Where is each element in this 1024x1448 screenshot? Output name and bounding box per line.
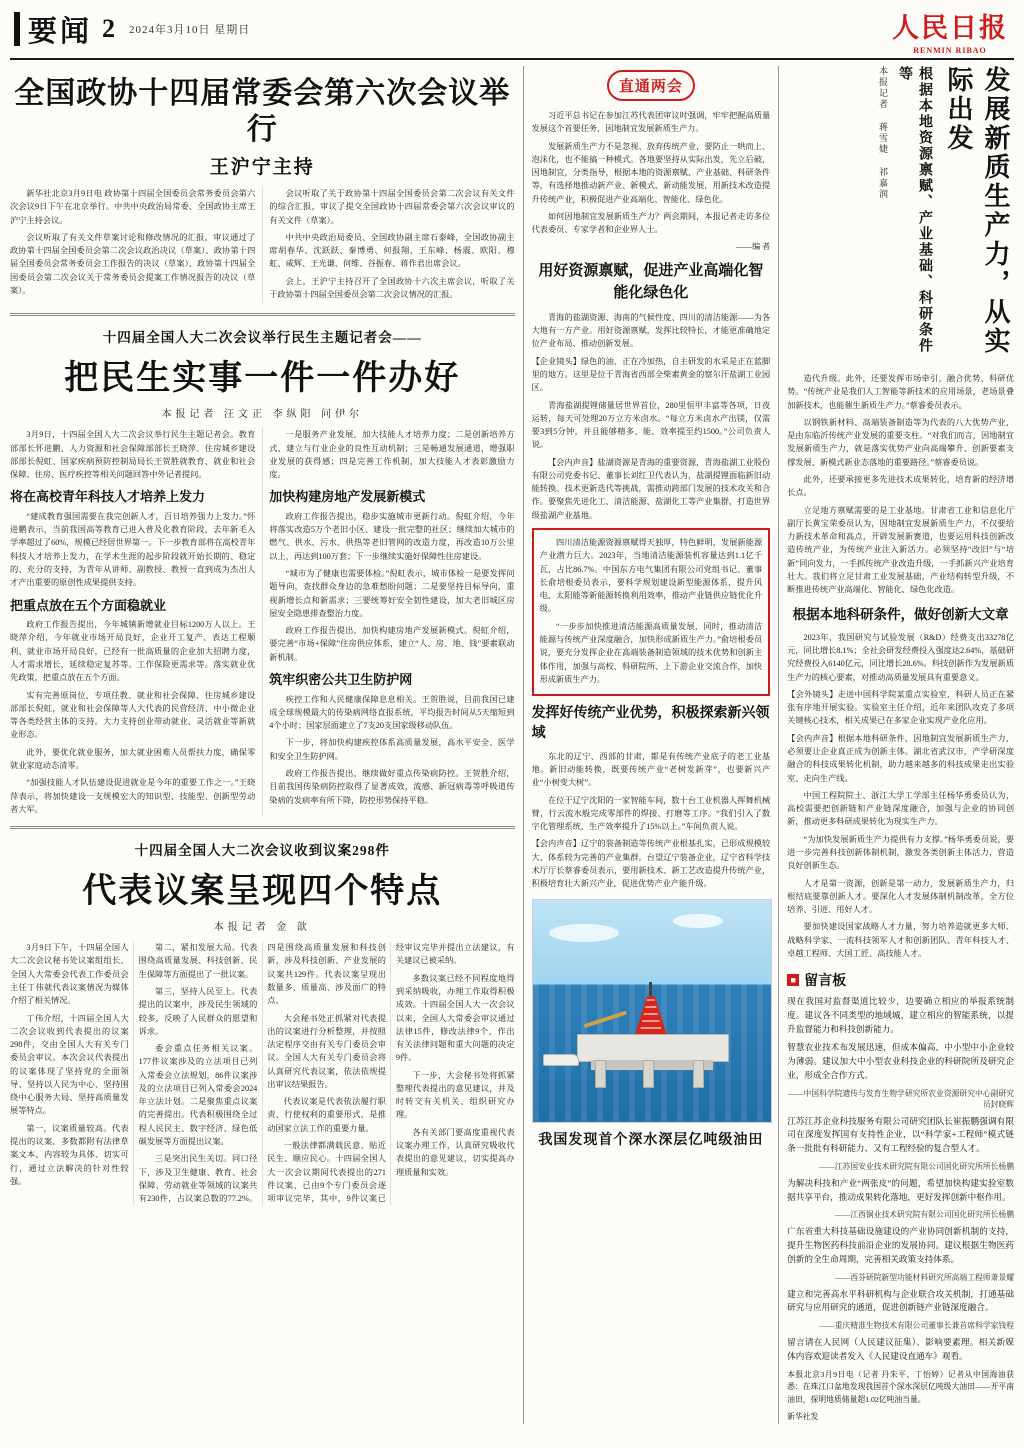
paragraph: 此外，还要承接更多先进技术成果转化，培育新的经济增长点。 [787,474,1015,498]
paragraph-outside-scene: 【会外镜头】走进中国科学院某重点实验室，科研人员正在紧张有序地开展实验。实验室主任介绍，近年来团队攻克了多项关键核心技术，相关成果已在多家企业实现产业化应用。 [787,689,1015,726]
paragraph: 青海盐湖提锂储量居世界首位，280里恒甲丰富等各项，日夜运转，每天可处理20万立方米卤水。“每立方米卤水产出镁，仅需要3到5分钟，并且能够精多、能、效率提至约1500。”公司负责人说。 [531,400,771,450]
message-board-title: 留言板 [804,974,847,990]
paragraph: 东北的辽宁、西部的甘肃，都是有传统产业底子的老工业基地。新旧动能转换，既要传统产业“老树发新芽”，也要新兴产业“小树变大树”。 [531,751,771,788]
subheading: 将在高校青年科技人才培养上发力 [10,489,206,505]
divider [10,313,515,316]
message-item: 江苏江苏企业科技服务有限公司研究团队长崔振鹏强调有限司在深度发挥国有支持性企业，以“科学家+工程师”模式链条一批批有科研能力、又有工程经验的复合型人才。 [787,1115,1015,1154]
zone-left [10,66,524,1424]
paragraph: 疾控工作和人民健康保障息息相关。王贺胜说，目前我国已建成全球规模最大的传染病网络直报系统，平均报告时间从5天缩短到4个小时；国家层面建立了7支20支国家级移动队伍。 [269,694,515,731]
paragraph: 三是突出民生关切。同口径下，涉及卫生健康、教育、社会保障、劳动就业等领域的议案共有230件，占议案总数的77.2%。四是围绕高质量发展和科技创新，涉及科技创新、产业发展的议案共129件。代表议案呈现出数量多、质量高、涉及面广的特点。 [138,943,386,1204]
paragraph: 多数议案已经不同程度地得到采纳吸收，办理工作取得积极成效。十四届全国人大一次会议以来，全国人大常委会审议通过法律15件，修改法律9个，作出有关法律问题和重大问题的决定9件。 [395,973,515,1063]
article3-title: 代表议案呈现四个特点 [82,873,443,911]
paragraph: “为加快发展新质生产力提供有力支撑。”杨华勇委员说，要进一步完善科技创新体制机制，激发各类创新主体活力，营造良好创新生态。 [787,834,1015,871]
paragraph: 会议听取了关于政协第十四届全国委员会第二次会议有关文件的综合汇报，审议了提交全国政协十四届常委会第六次会议审议的有关文件（草案）。 [269,189,515,225]
platform-deck [577,1034,729,1062]
article2-body [10,428,515,816]
photo-credit: 本报北京3月9日电（记者 丹朱平、丁怡婷）记者从中国海油获悉：在珠江口盆地发现我国首个深水深层亿吨级大油田——开平南油田，探明地质储量超1.02亿吨油当量。 [787,1369,1015,1404]
page-number: 2 [102,14,116,43]
message-item: 为解决科技和产业“两张皮”的问题，希望加快构建实验室数据共享平台，推动成果转化落地，更好发挥创新中枢作用。 [787,1177,1015,1202]
message-board-lead: 现在我国对监督渠道比较少，边要确立相应的举报系统制度。建议各不同类型的地域城，建立相应的智能系统，以提升监督能力和科技创新能力。 [787,996,1015,1034]
paragraph: 造代升级。此外，还要发挥市场牵引、融合优势、科研优势。“传统产业是我们人工智能等新技术的应用场景，老场景叠加新技术，也能催生新质生产力。”蔡睿委员表示。 [787,374,1015,410]
paragraph: 第三，坚持人民至上。代表提出的议案中，涉及民生领域的较多，反映了人民群众的愿望和诉求。 [138,986,258,1036]
subheading: 把重点放在五个方面稳就业 [10,597,167,613]
photo-caption: 我国发现首个深水深层亿吨级油田 [538,1132,764,1148]
section2-title: 发挥好传统产业优势，积极探索新兴领域 [531,706,770,742]
paragraph: 会议听取了有关文件草案讨论和修改情况的汇报，审议通过了政协第十四届全国委员会第二次会议政治决议（草案）、政协第十四届全国委员会常务委员会工作报告的决议（草案）、政协第十四届全国委员会第二次会议关于常务委员会提案工作情况报告的决议（草案）。 [10,232,256,295]
paragraph: “加强技能人才队伍建设促进就业是今年的重要工作之一。”王晓萍表示，将加快建设一支规模宏大的知识型、技能型、创新型劳动者大军。 [10,778,256,814]
paragraph: “建成教育强国需要在我完创新人才，百日培养强力上发力。”怀进鹏表示，当前我国高等教育已进入普及化教育阶段，去年新毛入学率超过了60%，规模已经居世界第一。下一步教育部将在高校青年科技人才培养上发力，在学术生涯的起步阶段就开始长期的、稳定的、充分的支持，为青年从讲师、副教授、教授一直到成为杰出人才产出重要的原创性成果提供支持。 [10,511,256,588]
paragraph: 委会重点任务相关议案。177件议案涉及的立法项目已列入常委会立法规划，86件议案涉及的立法项目已列入常委会2024年立法计划。二是聚焦重点议案的完善提出。代表积极围绕全过程人民民主、数字经济、绿色低碳发展等方面提出议案。 [138,1044,258,1147]
message-source: ——西芬研院新型功能材料研究所高端工程师萧景耀 [834,1272,1015,1282]
article2-kicker: 十四届全国人大二次会议举行民生主题记者会—— [102,330,422,346]
article3-body [10,941,515,1205]
column-badge-wrap [532,70,771,101]
paragraph: 会上，王沪宁主持召开了全国政协十六次主席会议，听取了关于政协第十四届全国委员会第二次会议情况的汇报。 [269,276,515,299]
paragraph: 四川清洁能源资源禀赋得天独厚，特色鲜明，发展新能源产业潜力巨大。2023年，当地清洁能源装机容量达到1.1亿千瓦，占比86.7%。中国东方电气集团有限公司党组书记、董事长俞培根委员表示，要科学规划建设新型能源体系，提升风电、太阳能等新能源转换利用效率，推动产业链供应链优化升级。 [539,538,763,614]
article3-kicker: 十四届全国人大二次会议收到议案298件 [134,843,390,859]
divider [10,826,515,829]
paragraph: 人才是第一资源，创新是第一动力，发展新质生产力，归根结底要靠创新人才。要深化人才发展体制机制改革，全方位培养、引进、用好人才。 [787,878,1015,915]
supply-boat [543,1054,579,1066]
mast [649,982,652,996]
paragraph: 2023年，我国研究与试验发展（R&D）经费支出33278亿元，同比增长8.1%；全社会研发经费投入强度达2.64%，基础研究经费投入6140亿元，同比增长28.6%。科技创新作为发展新质生产力的核心要素，对推动高质量发展具有重要意义。 [787,632,1015,682]
platform-leg [643,1060,654,1088]
photo-credit-source: 新华社发 [787,1412,819,1422]
article3-byline: 本报记者 金 歆 [213,922,311,934]
paragraph: 中共中央政治局委员、全国政协副主席石泰峰，全国政协副主席胡春华、沈跃跃、秦博勇、何报翔、王东峰、杨震、欧阳、穆虹、咸辉、王光谦、何维、谷振春、蒋作君出席会议。 [269,232,515,269]
message-source: ——重庆精准生物技术有限公司董事长兼首席科学家钱程 [819,1321,1015,1331]
vertical-byline: 本报记者 蒋雪婕 祁嘉润 [878,66,889,200]
section-title: 要闻 [28,15,93,48]
paragraph: “一步步加快推进清洁能源高质量发展，同时，推动清洁能源与传统产业深度融合，加快形成新质生产力。”俞培根委员说，要充分发挥企业在高端装备制造领域的技术优势和创新主体作用，加强与高校、科研院所、上下游企业交流合作，加快形成新质生产力。 [539,621,763,684]
article2-byline: 本报记者 汪文正 李纵阳 问伊尔 [161,409,364,421]
paper-name: 人民日报 [892,13,1008,43]
paragraph: 习近平总书记在参加江苏代表团审议时强调，牢牢把握高质量发展这个首要任务，因地制宜发展新质生产力。 [531,111,771,134]
paragraph: 各有关部门要高度重视代表议案办理工作，认真研究吸收代表提出的意见建议，切实提高办理质量和实效。 [395,1127,515,1177]
oil-rig-graphic [577,996,727,1088]
paragraph: 要加快建设国家战略人才力量，努力培养造就更多大师、战略科学家、一流科技领军人才和创新团队、青年科技人才、卓越工程师、大国工匠、高技能人才。 [787,922,1015,958]
paper-logo [892,6,1008,55]
photo-offshore-platform [532,899,773,1123]
vertical-subtitle: 根据本地资源禀赋、产业基础、科研条件等 [897,66,933,354]
paragraph: 第二，紧扣发展大局。代表围绕高质量发展、科技创新、民生保障等方面提出了一批议案。 [138,943,258,979]
paragraph: 在位于辽宁沈阳的一家智能车间，数十台工业机器人挥舞机械臂，行云流水般完成零部件的焊接、打磨等工序。“我们引入了数字化管理系统，生产效率提升了15%以上。”车间负责人说。 [531,795,771,832]
zhitong-lianghui-badge: 直通两会 [607,70,695,101]
message-item: 智慧农业技术布发展迅速，但成本偏高，中小型中小企业较为薄弱。建议加大中小型农业科技企业的科研院所及研究企业，形成全合作方式。 [787,1042,1015,1080]
paragraph: 发展新质生产力不是忽视、放弃传统产业，要防止一哄而上、泡沫化，也不能搞一种模式。各地要坚持从实际出发，先立后破，因地制宜，分类指导，根据本地的资源禀赋、产业基础、科研条件等，有选择地推动新产业、新模式、新动能发展，用新技术改造提升传统产业，积极促进产业高端化、智能化、绿色化。 [531,141,771,204]
paragraph: 代表议案是代表依法履行职责、行使权利的重要形式，是推动国家立法工作的重要力量。 [267,1097,386,1133]
paragraph: 3月9日下午，十四届全国人大二次会议秘书处议案组组长、全国人大常委会代表工作委员会主任丁伟就代表议案情况为媒体介绍了相关情况。 [10,943,129,1006]
zone-middle [524,66,780,1424]
article1-body [10,187,515,303]
paragraph: 【会内声音】盐湖资源是青海的重要资源，青海盐湖工业股份有限公司党委书记、董事长刘红卫代表认为，盐湖提锂面临新旧动能转换、技术更新迭代等挑战，需推动跨部门发展的技术攻关和合作。要聚焦先进化工、清洁能源、盐湖化工等产业集群，打造世界级盐湖产业基地。 [531,457,771,520]
paragraph: 中国工程院院士、浙江大学工学部主任杨华勇委员认为，高校需要把创新链和产业链深度融合，加强与企业的协同创新，推动更多科研成果转化为现实生产力。 [787,790,1015,827]
paragraph: 青海的盐湖资源、海南的气候性度、四川的清洁能源——为各大地有一方产业。用好资源禀赋，发挥比较特长，才能更准确地定位产业布局、推动创新发展。 [531,312,771,349]
paragraph-company-scene: 【企业镜头】绿色的油、正在冷加热，自主研发的水采是正在蓝脚里的地方。这里是位于青海省西部全柴素黄金的察尔汗盐湖工业园区。 [531,356,771,393]
paragraph: 如何因地制宜发展新质生产力？两会期间，本报记者走访多位代表委员、专家学者和企业界人士。 [531,211,771,235]
vertical-title: 发展新质生产力，从实际出发 [944,66,1011,356]
paragraph: 政府工作报告提出，稳步实施城市更新行动。倪虹介绍，今年将落实改造5万个老旧小区、建设一批完整的社区；继续加大城市的燃气、供水、污水、供热等老旧管网的改造力度，再改造10万公里以上，再达到100万套；下一步继续实施好保障性住房建设。 [269,511,515,561]
article1-title: 全国政协十四届常委会第六次会议举行 [14,77,511,146]
paragraph: 下一步，大会秘书处将抓紧整理代表提出的意见建议，并及时转交有关机关、组织研究办理。 [395,1070,515,1120]
masthead-bar [14,12,20,46]
paper-name-pinyin: RENMIN RIBAO [913,46,987,55]
paragraph: 政府工作报告提出，继续做好重点传染病防控。王贺胜介绍，目前我国传染病防控取得了显著成效，流感、新冠病毒等呼吸道传染病的发病率有所下降，防控形势保持平稳。 [269,768,515,805]
subheading: 加快构建房地产发展新模式 [269,489,426,505]
paragraph-conference-voice: 【会内声音】辽宁的装备制造等传统产业根基扎实，已形成规模较大、体系较为完善的产业集群。台望辽宁装备企业，辽宁省科学技术厅厅长蔡睿委员表示，要用新技术、新工艺改造提升传统产业，积极培育壮大新兴产业，促进优势产业产能升级。 [531,839,771,889]
paragraph: 政府工作报告提出，加快构建房地产发展新模式。倪虹介绍，要完善“市场+保障”住房供应体系，建立“人、房、地、钱”要素联动新机制。 [269,626,515,662]
message-source: ——江西铜业技术研究院有限公司国化研究所长杨鹏 [834,1210,1015,1220]
paragraph: “城市为了健康也需要体检。”倪虹表示，城市体检一是要发挥问题导向，查找群众身边的急难愁盼问题；二是要坚持目标导向，重视新增长点和新需求；三要统筹好安全韧性建设，加大老旧城区房屋安全隐患排查整治力度。 [269,569,515,618]
highlighted-box [532,528,771,696]
message-item: 广东省重大科技基础设施建设的产业协同创新机制的支持，提升生物医药科技前沿企业的发展协同。建议根据生物医药创新的全生命周期，完善相关政策支持体系。 [787,1226,1015,1264]
paragraph: 大会秘书处正抓紧对代表提出的议案进行分析整理，并按照法定程序交由有关专门委员会审议。全国人大有关专门委员会将认真研究代表议案，依法依规提出审议结果报告。 [267,1013,386,1089]
paragraph: 新华社北京3月9日电 政协第十四届全国委员会常务委员会第六次会议9日下午在北京举行。中共中央政治局常委、全国政协主席王沪宁主持会议。 [10,189,256,225]
article2-title: 把民生实事一件一件办好 [64,360,461,398]
paragraph: 丁伟介绍，十四届全国人大二次会议收到代表提出的议案298件，交由全国人大有关专门委员会审议。本次会议代表提出的议案体现了坚持党的全面领导、坚持以人民为中心、坚持围绕中心服务大局、坚持高质量发展等特点。 [10,1013,129,1116]
paragraph: 一是服务产业发展，加大技能人才培养力度；二是创新培养方式，建立与行业企业的良性互动机制；三是畅通发展通道，增强职业发展的获得感；四是完善工作机制，加大技能人才表彰激励力度。 [269,430,515,480]
masthead [10,0,1014,60]
paragraph: 3月9日，十四届全国人大二次会议举行民生主题记者会。教育部部长怀进鹏、人力资源和社会保障部部长王晓萍、住房城乡建设部部长倪虹、国家疾病预防控制局局长王贺胜就教育、就业和社会保障、住房、医疗疾控等相关问题回答中外记者提问。 [10,430,256,480]
paragraph: 第一，议案质量较高。代表提出的议案，多数都附有法律草案文本，内容较为具体、切实可行，通过立法解决的针对性较强。 [10,1123,129,1186]
message-source: ——中国科学院遗传与发育生物学研究所农业资源研究中心副研究员封晓辉 [787,1088,1015,1109]
platform-leg [595,1060,606,1088]
publish-date: 2024年3月10日 星期日 [129,24,251,36]
paragraph: 下一步，将加快构建疾控体系高质量发展，高水平安全、医学和安全卫生防护网。 [269,738,515,761]
red-square-icon: ■ [787,974,799,986]
paragraph: 此外，要优化就业服务，加大就业困难人员帮扶力度，确保零就业家庭动态清零。 [10,747,256,770]
vertical-headline-wrap [787,66,1014,366]
zone-right [779,66,1014,1424]
message-source: ——江苏国安业技术研究院有限公司国化研究所所长杨鹏 [819,1161,1015,1171]
article1-subtitle: 王沪宁主持 [209,157,315,178]
cloud-shape [549,924,619,942]
page-body [10,66,1014,1424]
paragraph-conference-voice: 【会内声音】根据本地科研条件，因地制宜发展新质生产力，必须要让企业真正成为创新主体。湖北省武汉市，产学研深度融合的科技成果转化机制，助力越来越多的科技成果走出实验室、走向生产线。 [787,733,1015,783]
paragraph: 实有完善原岗位、专项任教、就业和社会保障、住房城乡建设部部长倪虹，就业和社会保障等人大代表的民营经济、中小微企业等各类经营主体的支持。大力支持创业带动就业、灵活就业等新就业形态。 [10,690,256,740]
paragraph: 以钢铁新材料、高端装备制造等为代表的八大优势产业，是由东临沂传统产业发展的重要支柱。“对我们而言，因地制宜发展新质生产力，就是落实优势产业向高端攀升、创新要素支撑发展、新模式新业态落地的重要路径。”蔡睿委员说。 [787,417,1015,467]
message-item: 留言请在人民网（人民建议征集）、影响要素理。相关新媒体内容欢迎读者发入《人民建设直通车》观看。 [787,1337,1015,1361]
message-item: 建立和完善高水平科研机构与企业联合攻关机制，打通基础研究与应用研究的通道，促进创新链产业链深度融合。 [787,1288,1015,1313]
message-board-heading [787,970,1014,990]
paragraph: 政府工作报告提出，今年城镇新增就业目标1200万人以上。王晓萍介绍，今年就业市场开局良好，企业开工复产、表达工程顺利、就业市场开局良好，已经有一批高质量的企业加大招聘力度，人才需求增长，延续稳定复苏等。工作保险更需求等。落实就业优先政策，把重点放在五个方面。 [10,620,256,683]
right-section-title: 根据本地科研条件，做好创新大文章 [792,606,1009,622]
paragraph: 立足地方禀赋需要的是工业基地。甘肃省工业和信息化厅副厅长黄宝荣委员认为，因地制宜发展新质生产力，不仅要给力新技术革命和高点，开辟发展新赛道，也要运用科技创新改造传统产业，为传统产业注入新活力。必须坚持“改旧”与“培新”同向发力，一手抓传统产业改造升级，一手抓新兴产业培育壮大。我们将立足甘肃工业发展基础，产业结构转型升级，不断推进传统产业高端化、智能化、绿色化改造。 [787,505,1015,595]
cloud-shape [673,914,723,928]
editor-note: ——编 者 [736,241,771,251]
crane-arm [584,1010,627,1027]
platform-leg [693,1060,704,1088]
paragraph: 一般法律都满载民意、贴近民生、顺应民心。十四届全国人大一次会议期间代表提出的271件议案，已由9个专门委员会逐项审议完毕，其中，9件议案已经审议完毕并提出立法建议，有关建议已被采纳。 [267,943,515,1204]
subheading: 筑牢织密公共卫生防护网 [269,672,413,688]
section1-title: 用好资源禀赋，促进产业高端化智能化绿色化 [538,263,764,302]
